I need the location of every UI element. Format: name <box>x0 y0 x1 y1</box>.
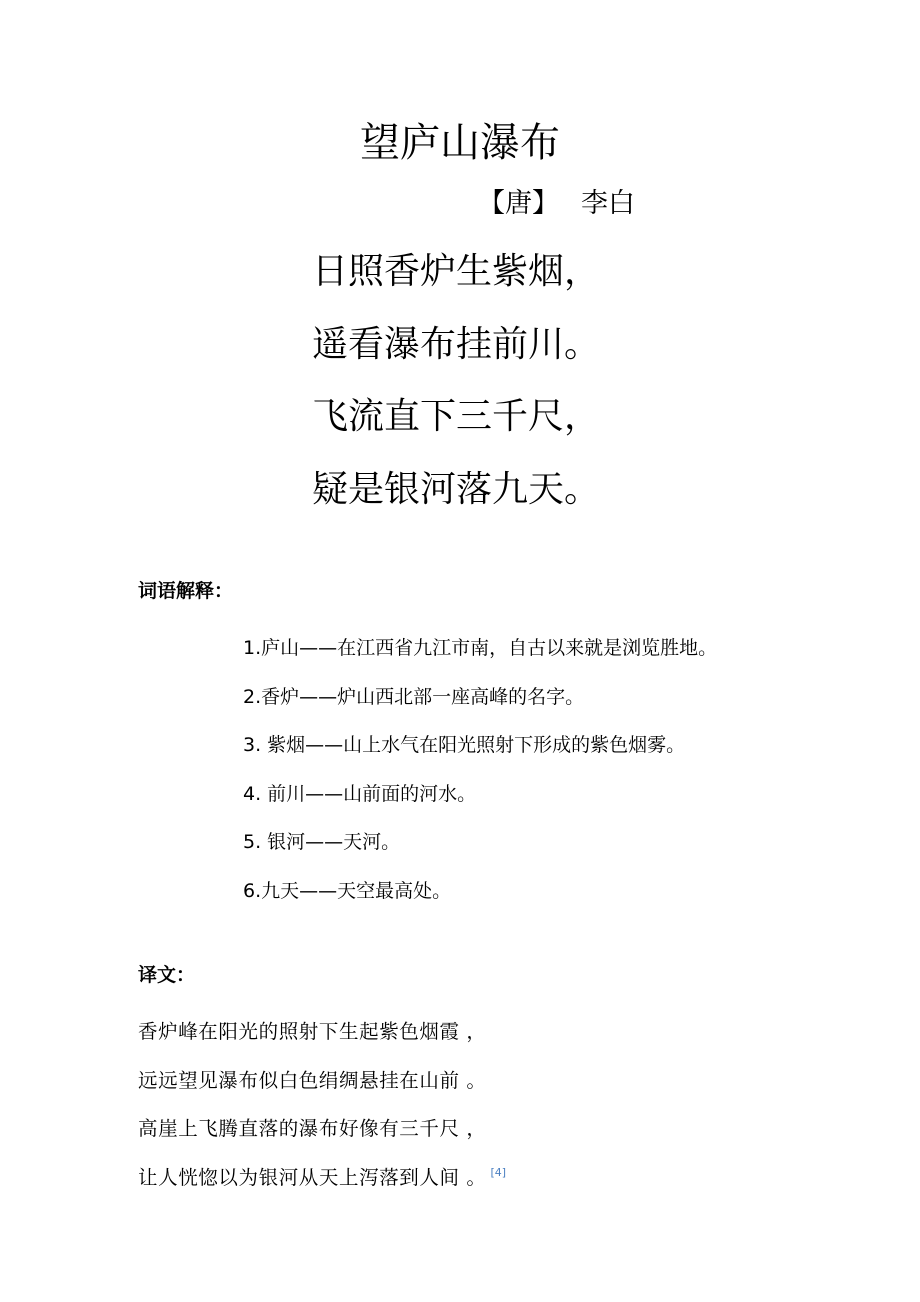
vocabulary-item: 6.九天——天空最高处。 <box>243 879 452 902</box>
vocabulary-item: 5. 银河——天河。 <box>243 831 401 853</box>
poem-line: 日照香炉生紫烟， <box>312 251 601 292</box>
poem-line: 遥看瀑布挂前川。 <box>312 323 601 365</box>
vocabulary-item: 4. 前川——山前面的河水。 <box>243 782 477 805</box>
vocabulary-list <box>243 624 717 915</box>
translation-heading: 译文： <box>138 964 196 986</box>
vocabulary-item: 1.庐山——在江西省九江市南，自古以来就是浏览胜地。 <box>243 637 718 659</box>
translation-line <box>138 1154 506 1203</box>
poem-dynasty: 【唐】 <box>478 188 559 219</box>
vocabulary-item: 3. 紫烟——山上水气在阳光照射下形成的紫色烟雾。 <box>243 734 686 756</box>
poem-author: 李白 <box>581 188 635 219</box>
translation-line-text: 让人恍惚以为银河从天上泻落到人间 。 <box>138 1165 487 1189</box>
poem-title: 望庐山瀑布 <box>360 120 560 166</box>
translation-line: 高崖上飞腾直落的瀑布好像有三千尺 ， <box>138 1117 487 1140</box>
translation-line: 香炉峰在阳光的照射下生起紫色烟霞 ， <box>138 1020 487 1043</box>
vocabulary-heading: 词语解释： <box>138 580 234 602</box>
vocabulary-item: 2.香炉——炉山西北部一座高峰的名字。 <box>243 685 585 708</box>
poem-byline <box>478 186 635 222</box>
translation-list <box>138 1008 506 1202</box>
reference-link[interactable]: [4] <box>490 1166 507 1179</box>
translation-line: 远远望见瀑布似白色绢绸悬挂在山前 。 <box>138 1068 487 1092</box>
poem-line: 疑是银河落九天。 <box>312 468 601 510</box>
poem-line: 飞流直下三千尺， <box>312 396 601 437</box>
poem-body <box>312 236 600 526</box>
